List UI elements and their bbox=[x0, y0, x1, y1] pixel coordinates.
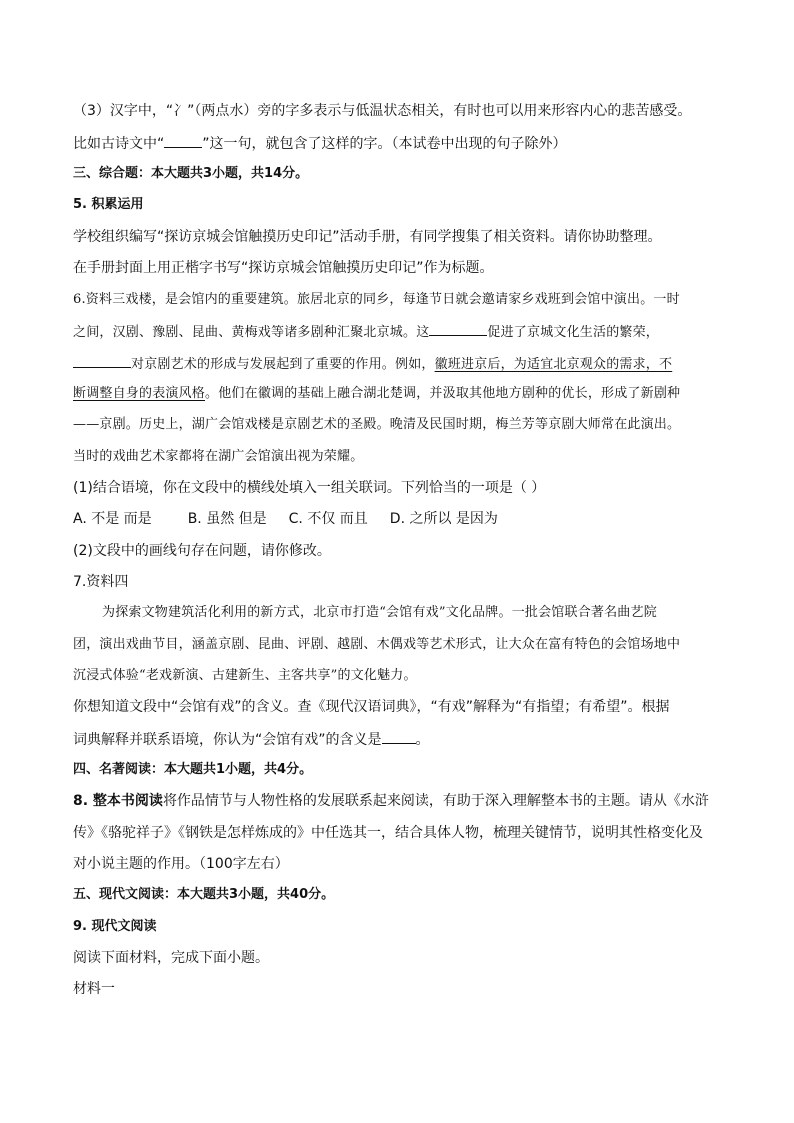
q-extra-3-line2 bbox=[73, 133, 567, 154]
q7-line5-prefix: 词典解释并联系语境，你认为“会馆有戏”的含义是 bbox=[73, 732, 382, 748]
q7-line1: 为探索文物建筑活化利用的新方式，北京市打造“会馆有戏”文化品牌。一批会馆联合著名曲艺院 bbox=[102, 605, 657, 620]
q-extra-3-suffix: ”这一句，就包含了这样的字。（本试卷中出现的句子除外） bbox=[202, 136, 567, 152]
option-c[interactable]: C. 不仅 而且 bbox=[288, 511, 368, 527]
underlined-sentence-part1: 徽班进京后，为适宜北京观众的需求，不 bbox=[434, 357, 673, 372]
q7-line3: 沉浸式体验“老戏新演、古建新生、主客共享”的文化魅力。 bbox=[73, 668, 417, 683]
q7-line4: 你想知道文段中“会馆有戏”的含义。查《现代汉语词典》，“有戏”解释为“有指望；有希望”。根据 bbox=[73, 699, 670, 715]
answer-blank-q7[interactable] bbox=[382, 729, 416, 744]
q6-sub1: (1)结合语境，你在文段中的横线处填入一组关联词。下列恰当的一项是（ ） bbox=[73, 480, 546, 496]
q9-line1: 阅读下面材料，完成下面小题。 bbox=[73, 950, 269, 966]
option-b[interactable]: B. 虽然 但是 bbox=[187, 511, 267, 527]
q6-line2-suffix: 促进了京城文化生活的繁荣， bbox=[487, 325, 660, 340]
q-extra-3-prefix: 比如古诗文中“ bbox=[73, 136, 165, 152]
q7-line5-suffix: 。 bbox=[415, 732, 430, 748]
q6-line4-suffix: 。他们在徽调的基础上融合湖北楚调，并汲取其他地方剧种的优长，形成了新剧种 bbox=[205, 386, 681, 401]
q7-title: 7.资料四 bbox=[73, 574, 129, 590]
q6-line6: 当时的戏曲艺术家都将在湖广会馆演出视为荣耀。 bbox=[73, 449, 364, 464]
fill-blank-1[interactable] bbox=[429, 321, 487, 336]
q5-line1: 学校组织编写“探访京城会馆触摸历史印记”活动手册，有同学搜集了相关资料。请你协助整理。 bbox=[73, 229, 662, 245]
q6-line3-mid: 对京剧艺术的形成与发展起到了重要的作用。例如， bbox=[131, 357, 435, 372]
answer-blank[interactable] bbox=[164, 133, 202, 148]
section-3-heading: 三、综合题：本大题共3小题，共14分。 bbox=[73, 166, 309, 181]
q8-line3: 对小说主题的作用。（100字左右） bbox=[73, 856, 289, 872]
q8-line1-text: 将作品情节与人物性格的发展联系起来阅读，有助于深入理解整本书的主题。请从《水浒 bbox=[162, 793, 709, 809]
q6-line2-prefix: 之间，汉剧、豫剧、昆曲、黄梅戏等诸多剧种汇聚北京城。这 bbox=[73, 325, 430, 340]
q7-line2: 团，演出戏曲节目，涵盖京剧、昆曲、评剧、越剧、木偶戏等艺术形式，让大众在富有特色的会馆场地中 bbox=[73, 637, 681, 652]
fill-blank-2[interactable] bbox=[73, 353, 131, 368]
q6-line4 bbox=[73, 384, 680, 404]
q5-line2: 在手册封面上用正楷字书写“探访京城会馆触摸历史印记”作为标题。 bbox=[73, 260, 494, 276]
option-d[interactable]: D. 之所以 是因为 bbox=[389, 511, 498, 527]
q6-line1: 6.资料三戏楼，是会馆内的重要建筑。旅居北京的同乡，每逢节日就会邀请家乡戏班到会馆中演出。一时 bbox=[73, 292, 680, 307]
q7-line5 bbox=[73, 729, 430, 750]
q8-line2: 传》《骆驼祥子》《钢铁是怎样炼成的》中任选其一，结合具体人物，梳理关键情节，说明其性格变化及 bbox=[73, 825, 703, 841]
q8-line1 bbox=[73, 791, 709, 811]
q9-material-label: 材料一 bbox=[73, 981, 115, 997]
q5-title: 5. 积累运用 bbox=[73, 197, 144, 212]
q-extra-3-line1: （3）汉字中，“冫”（两点水）旁的字多表示与低温状态相关，有时也可以用来形容内心的悲苦感受。 bbox=[73, 103, 692, 119]
q6-sub2: (2)文段中的画线句存在问题，请你修改。 bbox=[73, 543, 331, 559]
q6-line3 bbox=[73, 353, 672, 375]
underlined-sentence-part2: 断调整自身的表演风格 bbox=[73, 386, 206, 401]
q6-options bbox=[73, 509, 498, 529]
option-a[interactable]: A. 不是 而是 bbox=[73, 511, 152, 527]
section-5-heading: 五、现代文阅读：本大题共3小题，共40分。 bbox=[73, 887, 335, 902]
q6-line5: ——京剧。历史上，湖广会馆戏楼是京剧艺术的圣殿。晚清及民国时期，梅兰芳等京剧大师常在此演出。 bbox=[73, 417, 681, 432]
q8-title: 8. 整本书阅读 bbox=[73, 793, 163, 809]
q9-title: 9. 现代文阅读 bbox=[73, 919, 157, 934]
q6-line2 bbox=[73, 321, 659, 343]
section-4-heading: 四、名著阅读：本大题共1小题，共4分。 bbox=[73, 762, 313, 777]
